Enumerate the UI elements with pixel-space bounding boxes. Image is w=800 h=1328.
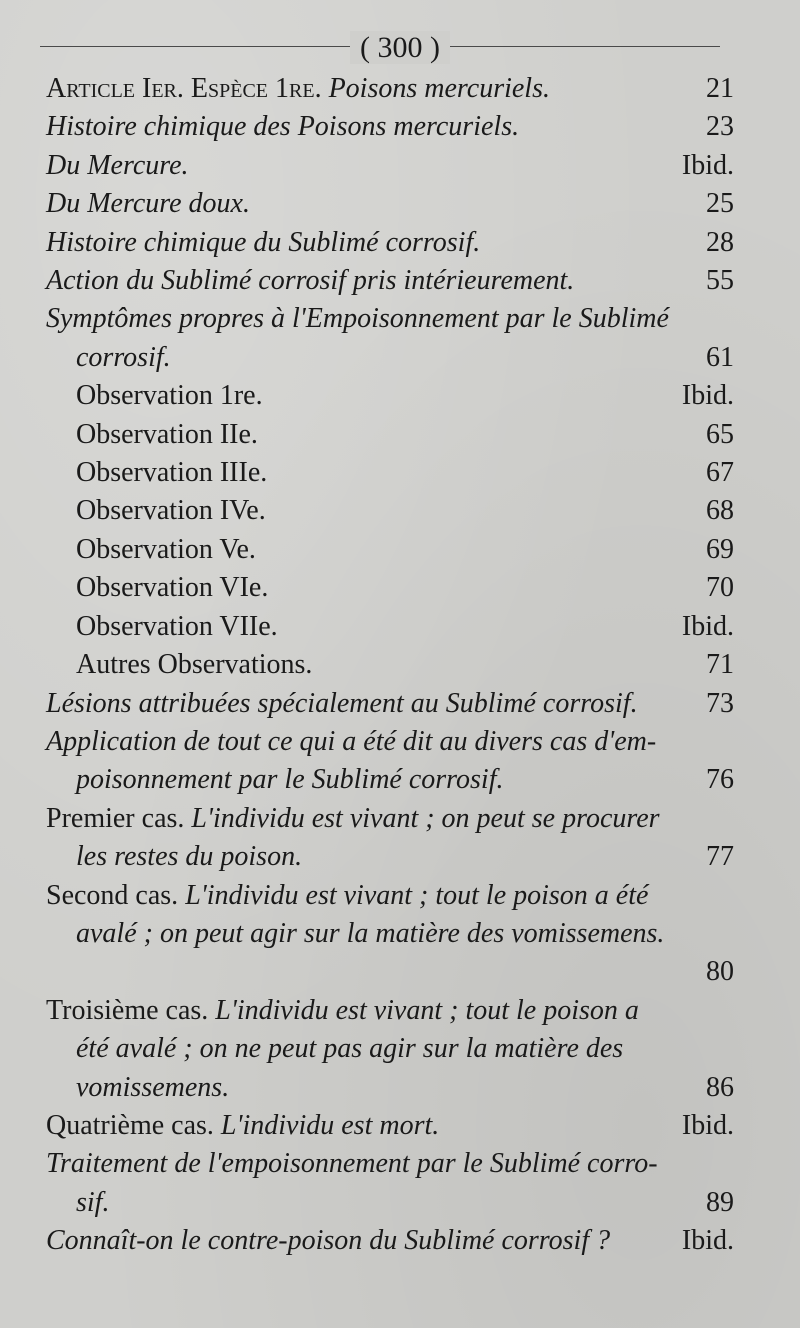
entry-title: Du Mercure doux. [46, 188, 250, 220]
entry-page: 23 [706, 111, 734, 143]
entry-title: Connaît-on le contre-poison du Sublimé corrosif ? [46, 1225, 611, 1257]
toc-entry [0, 416, 800, 454]
entry-title: Observation VIe. [76, 572, 269, 604]
toc-entry [0, 147, 800, 185]
entry-prefix: Premier cas. [46, 802, 185, 834]
toc-entry [0, 1222, 800, 1260]
entry-page: 89 [706, 1186, 734, 1218]
entry-title: L'individu est mort. [220, 1109, 440, 1141]
entry-title: Observation IIIe. [76, 457, 268, 489]
entry-prefix: Article Ier. Espèce 1re. [46, 73, 322, 104]
toc-entry [0, 224, 800, 262]
toc-entry [0, 685, 800, 723]
table-of-contents [0, 70, 800, 1320]
entry-title: Observation IVe. [76, 495, 266, 527]
toc-entry [0, 800, 800, 877]
entry-page: 70 [706, 572, 734, 604]
entry-page: 25 [706, 188, 734, 220]
entry-title-line2: été avalé ; on ne peut pas agir sur la matière des [76, 1033, 624, 1065]
entry-page: 68 [706, 495, 734, 527]
entry-page: 65 [706, 418, 734, 450]
entry-title: Observation VIIe. [76, 610, 278, 642]
entry-title-line1: Application de tout ce qui a été dit au divers cas d'em- [46, 725, 657, 757]
toc-entry [0, 723, 800, 800]
entry-prefix: Quatrième cas. [46, 1109, 214, 1141]
entry-page: 69 [706, 533, 734, 565]
entry-title: Histoire chimique des Poisons mercuriels. [46, 111, 520, 143]
entry-page: 80 [706, 956, 734, 988]
entry-title-line2: avalé ; on peut agir sur la matière des vomissemens. [76, 917, 665, 949]
entry-page: 67 [706, 457, 734, 489]
toc-entry [0, 1107, 800, 1145]
toc-entry [0, 992, 800, 1107]
entry-title-line1: Traitement de l'empoisonnement par le Sublimé corro- [46, 1148, 658, 1180]
entry-title-line2: sif. [76, 1186, 110, 1218]
entry-page: Ibid. [681, 1109, 734, 1141]
entry-page: 21 [706, 73, 734, 104]
toc-entry [0, 608, 800, 646]
entry-title: Autres Observations. [76, 649, 313, 681]
entry-page: 86 [706, 1071, 734, 1103]
entry-title: Action du Sublimé corrosif pris intérieurement. [46, 265, 575, 297]
entry-page: Ibid. [681, 149, 734, 181]
entry-title: Observation Ve. [76, 533, 256, 565]
entry-prefix: Troisième cas. [46, 994, 209, 1026]
toc-entry [0, 569, 800, 607]
entry-prefix: Second cas. [46, 879, 179, 911]
entry-title-line2: les restes du poison. [76, 841, 303, 873]
entry-page: 61 [706, 341, 734, 373]
toc-entry [0, 377, 800, 415]
entry-title-line3: vomissemens. [76, 1071, 230, 1103]
entry-page: 77 [706, 841, 734, 873]
entry-page: Ibid. [681, 1225, 734, 1257]
entry-title-line1: Symptômes propres à l'Empoisonnement par le Sublimé [46, 303, 669, 335]
toc-entry [0, 262, 800, 300]
page-number: ( 300 ) [0, 30, 800, 66]
entry-title-line1: L'individu est vivant ; tout le poison a été [185, 879, 649, 911]
toc-entry [0, 454, 800, 492]
toc-entry [0, 108, 800, 146]
entry-title-line2: corrosif. [76, 341, 171, 373]
entry-title: Lésions attribuées spécialement au Sublimé corrosif. [46, 687, 638, 719]
toc-entry [0, 185, 800, 223]
toc-entry [0, 70, 800, 108]
entry-title-line1: L'individu est vivant ; tout le poison a [215, 994, 639, 1026]
entry-title: Observation IIe. [76, 418, 258, 450]
entry-title: Observation 1re. [76, 380, 263, 412]
toc-entry [0, 646, 800, 684]
entry-title: Poisons mercuriels. [328, 73, 550, 104]
entry-page: 73 [706, 687, 734, 719]
entry-page: 76 [706, 764, 734, 796]
toc-entry [0, 1145, 800, 1222]
entry-page: 55 [706, 265, 734, 297]
entry-title-line1: L'individu est vivant ; on peut se procurer [191, 802, 660, 834]
entry-title-line2: poisonnement par le Sublimé corrosif. [76, 764, 504, 796]
entry-page: Ibid. [681, 380, 734, 412]
toc-entry [0, 300, 800, 377]
entry-page-line [46, 953, 738, 991]
entry-title: Histoire chimique du Sublimé corrosif. [46, 226, 481, 258]
toc-entry [0, 877, 800, 992]
entry-page: 28 [706, 226, 734, 258]
entry-title: Du Mercure. [46, 149, 189, 181]
entry-page: Ibid. [681, 610, 734, 642]
toc-entry [0, 531, 800, 569]
toc-entry [0, 492, 800, 530]
entry-page: 71 [706, 649, 734, 681]
